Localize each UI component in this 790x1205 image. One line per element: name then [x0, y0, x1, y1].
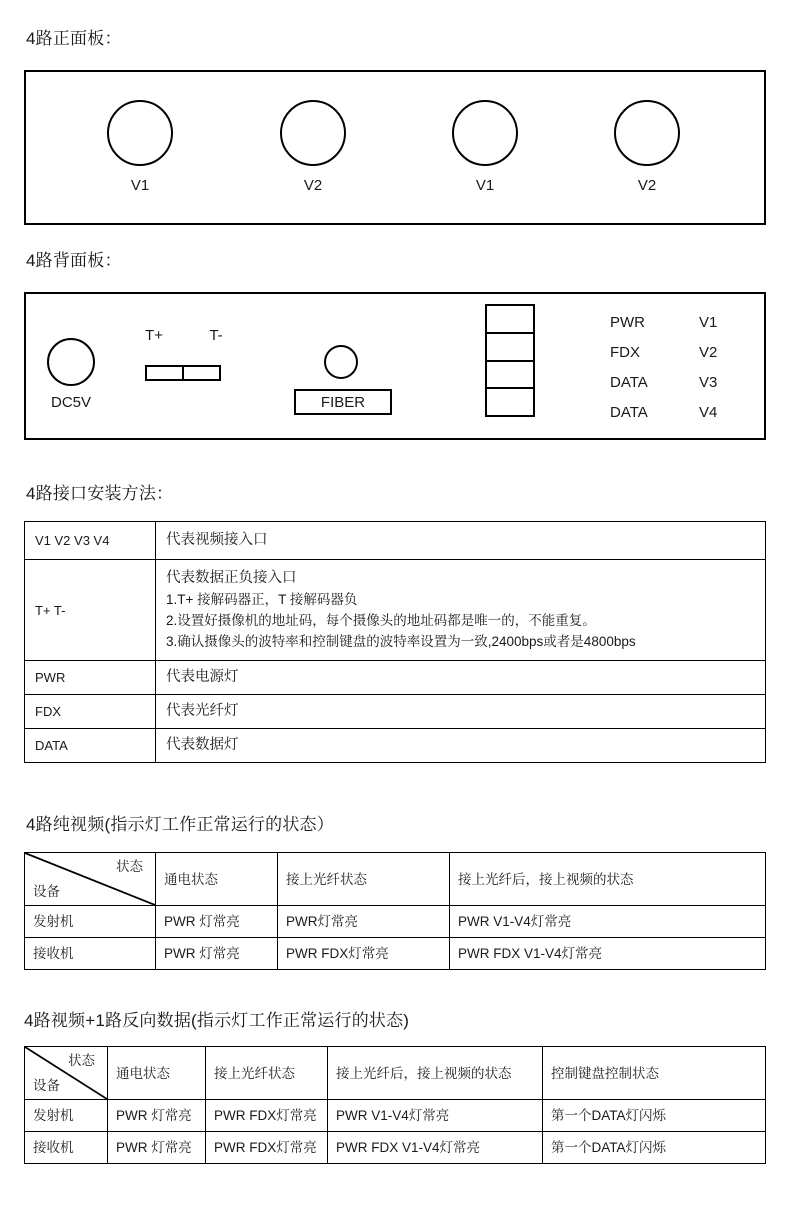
data-cell: PWR 灯常亮 — [108, 1100, 206, 1132]
data-cell: PWR V1-V4灯常亮 — [328, 1100, 543, 1132]
data-cell: PWR 灯常亮 — [108, 1132, 206, 1164]
front-panel-diagram — [24, 70, 766, 225]
led-legend-pwr: PWR — [610, 314, 645, 331]
video-status-table — [24, 852, 766, 970]
led-window-2 — [487, 332, 533, 360]
table-row — [25, 1132, 766, 1164]
table-header-row — [25, 1047, 766, 1100]
corner-header-cell — [25, 853, 156, 906]
data-status-table — [24, 1046, 766, 1164]
video-cell: PWR V1-V4灯常亮 — [450, 906, 766, 938]
video-legend-v2: V2 — [699, 344, 718, 361]
install-desc-line: 1.T+ 接解码器正，T 接解码器负 — [166, 592, 358, 607]
dc-power-label: DC5V — [50, 394, 91, 411]
corner-label-device: 设备 — [33, 884, 60, 899]
video-legend-v3: V3 — [699, 374, 718, 391]
led-legend-fdx: FDX — [610, 344, 640, 361]
fiber-port-box: FIBER — [294, 389, 392, 415]
terminal-negative-label: T- — [209, 327, 223, 344]
install-key-pwr: PWR — [25, 661, 156, 695]
bnc-connector-2 — [280, 100, 346, 166]
video-row-device-transmitter: 发射机 — [25, 906, 156, 938]
install-method-table — [24, 521, 766, 763]
install-key-video — [25, 522, 156, 560]
terminal-positive-label: T+ — [145, 327, 163, 344]
install-desc-line: 3.确认摄像头的波特率和控制键盘的波特率设置为一致,2400bps或者是4800bps — [166, 634, 636, 649]
terminal-cell-positive — [147, 367, 182, 379]
video-cell: PWR 灯常亮 — [156, 906, 278, 938]
corner-label-state: 状态 — [116, 859, 143, 874]
bnc-connector-1 — [107, 100, 173, 166]
video-legend-v1: V1 — [699, 314, 718, 331]
bnc-connector-4 — [614, 100, 680, 166]
corner-label-state: 状态 — [68, 1053, 95, 1068]
install-desc-data — [156, 560, 766, 661]
install-desc-line: 代表数据正负接入口 — [166, 570, 297, 586]
install-key-fdx: FDX — [25, 695, 156, 729]
data-header-keyboard: 控制键盘控制状态 — [543, 1047, 766, 1100]
install-key-line: V1 V2 — [35, 533, 71, 548]
table-header-row — [25, 853, 766, 906]
table-row — [25, 560, 766, 661]
video-status-heading: 4路纯视频(指示灯工作正常运行的状态） — [26, 815, 334, 834]
data-row-device-transmitter: 发射机 — [25, 1100, 108, 1132]
video-row-device-receiver: 接收机 — [25, 938, 156, 970]
video-header-power: 通电状态 — [156, 853, 278, 906]
data-cell: PWR FDX灯常亮 — [206, 1132, 328, 1164]
led-window-1 — [487, 306, 533, 332]
table-row — [25, 522, 766, 560]
corner-label-device: 设备 — [33, 1078, 60, 1093]
data-header-fiber: 接上光纤状态 — [206, 1047, 328, 1100]
install-desc-line: 代表视频接入口 — [166, 532, 268, 548]
install-key-line: T+ T- — [35, 602, 66, 618]
bnc-label-3: V1 — [475, 177, 495, 194]
corner-header-cell — [25, 1047, 108, 1100]
terminal-cell-negative — [182, 367, 219, 379]
table-row — [25, 661, 766, 695]
fiber-connector — [324, 345, 358, 379]
install-desc-video — [156, 522, 766, 560]
led-indicator-stack — [485, 304, 535, 417]
led-legend-data-1: DATA — [610, 374, 648, 391]
install-key-data-led: DATA — [25, 729, 156, 763]
video-cell: PWR FDX V1-V4灯常亮 — [450, 938, 766, 970]
video-cell: PWR 灯常亮 — [156, 938, 278, 970]
front-panel-heading: 4路正面板： — [26, 29, 122, 48]
data-cell: 第一个DATA灯闪烁 — [543, 1100, 766, 1132]
table-row — [25, 938, 766, 970]
install-desc-line: 2.设置好摄像机的地址码，每个摄像头的地址码都是唯一的，不能重复。 — [166, 613, 596, 628]
bnc-label-1: V1 — [130, 177, 150, 194]
data-header-video: 接上光纤后，接上视频的状态 — [328, 1047, 543, 1100]
install-desc-data-led: 代表数据灯 — [156, 729, 766, 763]
table-row — [25, 695, 766, 729]
install-heading: 4路接口安装方法： — [26, 484, 174, 503]
rear-panel-heading: 4路背面板： — [26, 251, 122, 270]
video-legend-v4: V4 — [699, 404, 718, 421]
install-desc-pwr: 代表电源灯 — [156, 661, 766, 695]
video-cell: PWR灯常亮 — [278, 906, 450, 938]
bnc-label-2: V2 — [303, 177, 323, 194]
table-row — [25, 906, 766, 938]
terminal-block — [145, 365, 221, 381]
bnc-label-4: V2 — [637, 177, 657, 194]
bnc-connector-3 — [452, 100, 518, 166]
install-desc-fdx: 代表光纤灯 — [156, 695, 766, 729]
data-status-heading: 4路视频+1路反向数据(指示灯工作正常运行的状态) — [24, 1011, 410, 1030]
data-header-power: 通电状态 — [108, 1047, 206, 1100]
data-cell: PWR FDX V1-V4灯常亮 — [328, 1132, 543, 1164]
video-cell: PWR FDX灯常亮 — [278, 938, 450, 970]
led-window-4 — [487, 387, 533, 415]
led-legend-data-2: DATA — [610, 404, 648, 421]
dc-power-jack — [47, 338, 95, 386]
video-header-fiber: 接上光纤状态 — [278, 853, 450, 906]
video-header-video: 接上光纤后，接上视频的状态 — [450, 853, 766, 906]
rear-panel-diagram — [24, 292, 766, 440]
table-row — [25, 1100, 766, 1132]
install-key-data — [25, 560, 156, 661]
data-cell: PWR FDX灯常亮 — [206, 1100, 328, 1132]
install-key-line: V3 V4 — [74, 533, 110, 548]
table-row — [25, 729, 766, 763]
data-row-device-receiver: 接收机 — [25, 1132, 108, 1164]
led-window-3 — [487, 360, 533, 388]
data-cell: 第一个DATA灯闪烁 — [543, 1132, 766, 1164]
